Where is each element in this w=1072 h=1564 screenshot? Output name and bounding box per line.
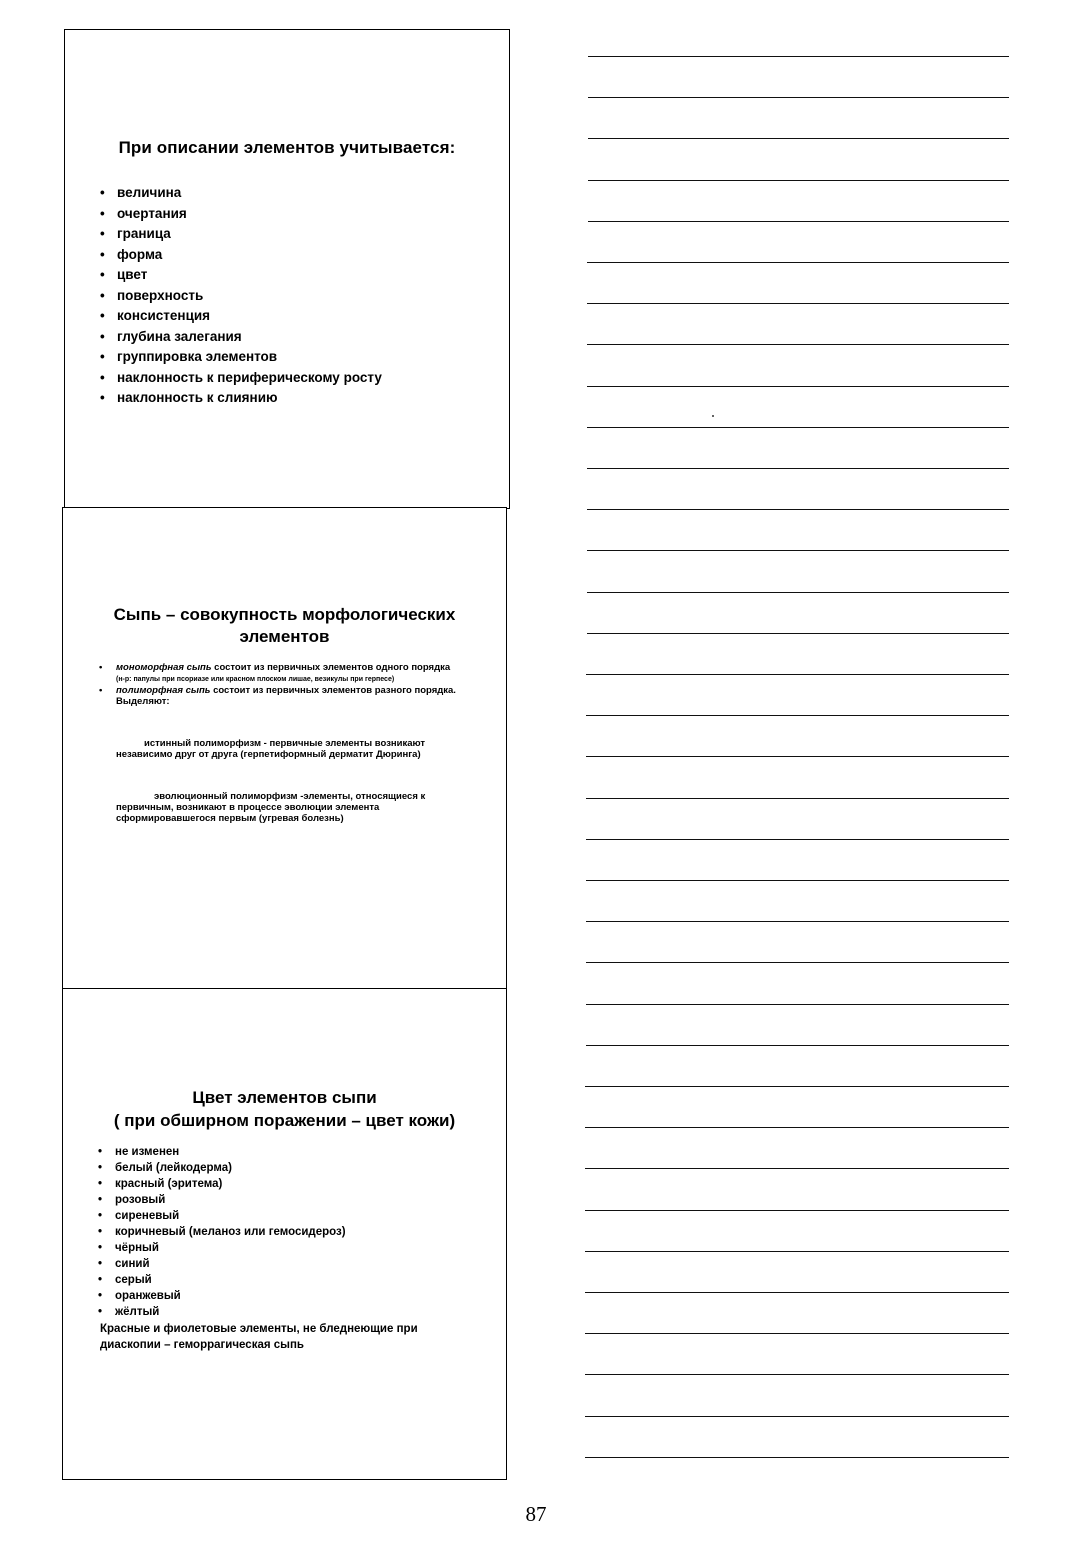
list-item: • красный (эритема) [115,1176,346,1192]
note-line [587,427,1009,428]
note-line [588,180,1009,181]
item-example: (н-р: папулы при псориазе или красном плоском лишае, везикулы при герпесе) [116,675,395,683]
list-item: • консистенция [117,306,382,327]
note-line [585,1168,1009,1169]
note-line [587,592,1009,593]
scan-speck [712,415,714,417]
note-line [585,1210,1009,1211]
list-item: • серый [115,1272,346,1288]
note-line [587,344,1009,345]
note-line [587,509,1009,510]
note-line [585,1374,1009,1375]
list-item: • чёрный [115,1240,346,1256]
slide-title: Сыпь – совокупность морфологических элементов [113,605,456,646]
list-item: • наклонность к периферическому росту [117,368,382,389]
term-polymorphic: полиморфная сыпь [116,685,211,696]
note-line [585,1251,1009,1252]
note-line [587,550,1009,551]
note-line [587,633,1009,634]
list-item: • глубина залегания [117,327,382,348]
note-line [588,56,1009,57]
slide-title [63,1086,506,1132]
note-line [586,798,1009,799]
note-line [586,1004,1009,1005]
page-number: 87 [525,1502,547,1526]
hemorrhagic-note: Красные и фиолетовые элементы, не бледнеющие при диаскопии – геморрагическая сыпь [100,1323,418,1351]
list-item [116,686,456,707]
list-item: • белый (лейкодерма) [115,1160,346,1176]
list-item: • цвет [117,265,382,286]
note-line [588,138,1009,139]
item-text: состоит из первичных элементов разного порядка. Выделяют: [116,685,456,707]
color-list [115,1144,346,1320]
note-line [587,262,1009,263]
list-item: • жёлтый [115,1304,346,1320]
note-line [588,97,1009,98]
note-line [587,303,1009,304]
note-line [585,1127,1009,1128]
note-line [586,880,1009,881]
list-item: • не изменен [115,1144,346,1160]
note-line [586,839,1009,840]
list-item: • граница [117,224,382,245]
slide-title: При описании элементов учитывается: [118,138,456,157]
criteria-list [117,183,382,409]
term-monomorphic: мономорфная сыпь [116,662,212,673]
list-item: • величина [117,183,382,204]
note-line [585,1457,1009,1458]
item-text: состоит из первичных элементов одного порядка [211,662,451,673]
list-item: • коричневый (меланоз или гемосидероз) [115,1224,346,1240]
note-line [586,674,1009,675]
list-item: • розовый [115,1192,346,1208]
note-line [585,1416,1009,1417]
title-line: ( при обширном поражении – цвет кожи) [113,1111,456,1130]
rash-types-list [116,663,456,708]
note-line [588,221,1009,222]
slide-rash-definition [62,507,507,990]
slide-rash-colors [62,988,507,1480]
true-polymorphism-paragraph: истинный полиморфизм - первичные элементы возникают независимо друг от друга (герпетиформный дерматит Дюринга) [116,738,426,760]
list-item: • поверхность [117,286,382,307]
note-line [586,921,1009,922]
note-line [586,756,1009,757]
list-item: • наклонность к слиянию [117,388,382,409]
title-line: Цвет элементов сыпи [192,1088,377,1107]
note-line [586,1045,1009,1046]
list-item [116,663,456,685]
note-line [586,715,1009,716]
note-line [586,962,1009,963]
note-line [585,1086,1009,1087]
list-item: • очертания [117,204,382,225]
list-item: • сиреневый [115,1208,346,1224]
note-line [587,468,1009,469]
list-item: • синий [115,1256,346,1272]
list-item: • оранжевый [115,1288,346,1304]
list-item: • группировка элементов [117,347,382,368]
note-line [587,386,1009,387]
list-item: • форма [117,245,382,266]
note-line [585,1292,1009,1293]
slide-description-criteria [64,29,510,509]
evolutionary-polymorphism-paragraph: эволюционный полиморфизм -элементы, относящиеся к первичным, возникают в процессе эволюции элемента сформировавшегося первым (угревая болезнь) [116,791,426,824]
note-line [585,1333,1009,1334]
